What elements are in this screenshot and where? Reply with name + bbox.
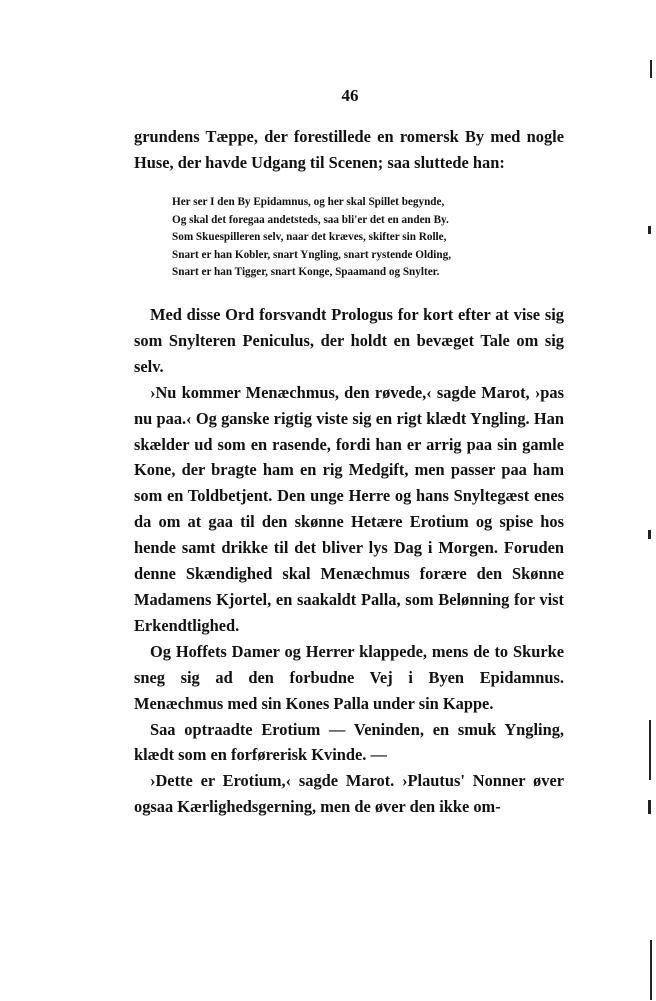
scan-edge-mark <box>649 720 651 780</box>
verse-line: Snart er han Tigger, snart Konge, Spaamand og Snylter. <box>172 266 440 279</box>
scan-edge-mark <box>648 800 651 814</box>
body-paragraph: Med disse Ord forsvandt Prologus for kort efter at vise sig som Snylteren Peniculus, der holdt en bevæget Tale om sig selv. <box>134 305 564 376</box>
verse-line: Her ser I den By Epidamnus, og her skal Spillet begynde, <box>172 196 445 208</box>
body-paragraph: Og Hoffets Damer og Herrer klappede, mens de to Skurke sneg sig ad den forbudne Vej i Byen Epidamnus. Menæchmus med sin Kones Palla under sin Kappe. <box>134 641 564 713</box>
opening-paragraph: grundens Tæppe, der forestillede en romersk By med nogle Huse, der havde Udgang til Scenen; saa sluttede han: <box>134 127 564 172</box>
page-number: 46 <box>341 86 359 105</box>
scan-edge-mark <box>648 226 651 234</box>
body-paragraph: Saa optraadte Erotium — Veninden, en smuk Yngling, klædt som en forførerisk Kvinde. — <box>134 719 564 765</box>
body-paragraph: ›Nu kommer Menæchmus, den røvede,‹ sagde Marot, ›pas nu paa.‹ Og ganske rigtig viste sig en rigt klædt Yngling. Han skælder ud som en rasende, fordi han er arrig paa sin gamle Kone, der bragte ham en rig Medgift, men passer paa ham som en Toldbetjent. Den unge Herre og hans Snyltegæst enes da om at gaa til den skønne Hetære Erotium og spise hos hende samt drikke til det bliver lys Dag i Morgen. Foruden denne Skændighed skal Menæchmus forære den Skønne Madamens Kjortel, en saakaldt Palla, som Belønning for vist Erkendtlighed. <box>134 382 564 635</box>
scan-edge-mark <box>648 530 651 539</box>
verse-line: Snart er han Kobler, snart Yngling, snart rystende Olding, <box>172 248 451 261</box>
scan-edge-mark <box>650 60 652 78</box>
body-paragraph: ›Dette er Erotium,‹ sagde Marot. ›Plautus' Nonner øver ogsaa Kærlighedsgerning, men de øver den ikke om- <box>134 771 564 817</box>
body-text <box>134 302 564 820</box>
opening-paragraph-block <box>134 124 564 176</box>
scan-edge-mark <box>650 940 652 1000</box>
verse-line: Og skal det foregaa andetsteds, saa bli'er det en anden By. <box>172 213 449 226</box>
verse-line: Som Skuespilleren selv, naar det kræves, skifter sin Rolle, <box>172 231 447 244</box>
verse-block <box>172 194 542 282</box>
